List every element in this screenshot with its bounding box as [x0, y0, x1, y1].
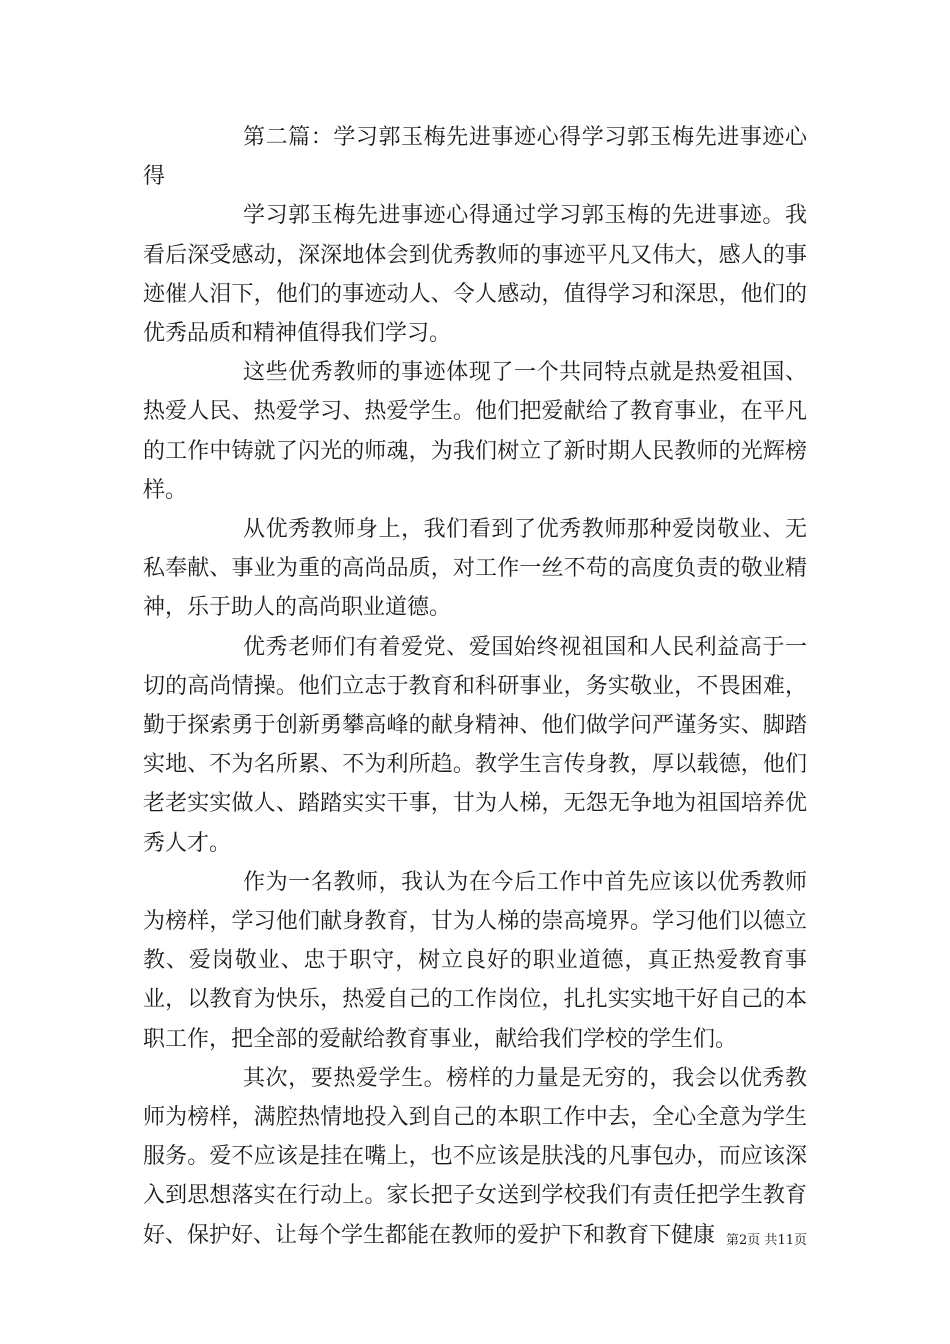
page-suffix: 页 [793, 1233, 807, 1248]
page-prefix: 第 [726, 1233, 740, 1248]
paragraph: 这些优秀教师的事迹体现了一个共同特点就是热爱祖国、热爱人民、热爱学习、热爱学生。他们把爱献给了教育事业，在平凡的工作中铸就了闪光的师魂，为我们树立了新时期人民教师的光辉榜样。 [143, 360, 807, 503]
document-body [143, 118, 807, 1255]
section-title: 第二篇：学习郭玉梅先进事迹心得学习郭玉梅先进事迹心得 [143, 125, 807, 190]
page-mid: 页 共 [747, 1233, 778, 1248]
paragraph: 其次，要热爱学生。榜样的力量是无穷的，我会以优秀教师为榜样，满腔热情地投入到自己的本职工作中去，全心全意为学生服务。爱不应该是挂在嘴上，也不应该是肤浅的凡事包办，而应该深入到思想落实在行动上。家长把子女送到学校我们有责任把学生教育好、保护好、让每个学生都能在教师的爱护下和教育下健康 [143, 1065, 807, 1248]
paragraph: 学习郭玉梅先进事迹心得通过学习郭玉梅的先进事迹。我看后深受感动，深深地体会到优秀教师的事迹平凡又伟大，感人的事迹催人泪下，他们的事迹动人、令人感动，值得学习和深思，他们的优秀品质和精神值得我们学习。 [143, 203, 807, 347]
current-page-number: 2 [739, 1233, 748, 1248]
paragraph: 作为一名教师，我认为在今后工作中首先应该以优秀教师为榜样，学习他们献身教育，甘为人梯的崇高境界。学习他们以德立教、爱岗敬业、忠于职守，树立良好的职业道德，真正热爱教育事业，以教育为快乐，热爱自己的工作岗位，扎扎实实地干好自己的本职工作，把全部的爱献给教育事业，献给我们学校的学生们。 [143, 869, 807, 1052]
page-number-footer [600, 1232, 807, 1250]
paragraph: 从优秀教师身上，我们看到了优秀教师那种爱岗敬业、无私奉献、事业为重的高尚品质，对工作一丝不苟的高度负责的敬业精神，乐于助人的高尚职业道德。 [143, 517, 807, 621]
total-pages-number: 11 [777, 1233, 794, 1248]
paragraph: 优秀老师们有着爱党、爱国始终视祖国和人民利益高于一切的高尚情操。他们立志于教育和科研事业，务实敬业，不畏困难，勤于探索勇于创新勇攀高峰的献身精神、他们做学问严谨务实、脚踏实地、不为名所累、不为利所趋。教学生言传身教，厚以载德，他们老老实实做人、踏踏实实干事，甘为人梯，无怨无争地为祖国培养优秀人才。 [143, 634, 807, 856]
